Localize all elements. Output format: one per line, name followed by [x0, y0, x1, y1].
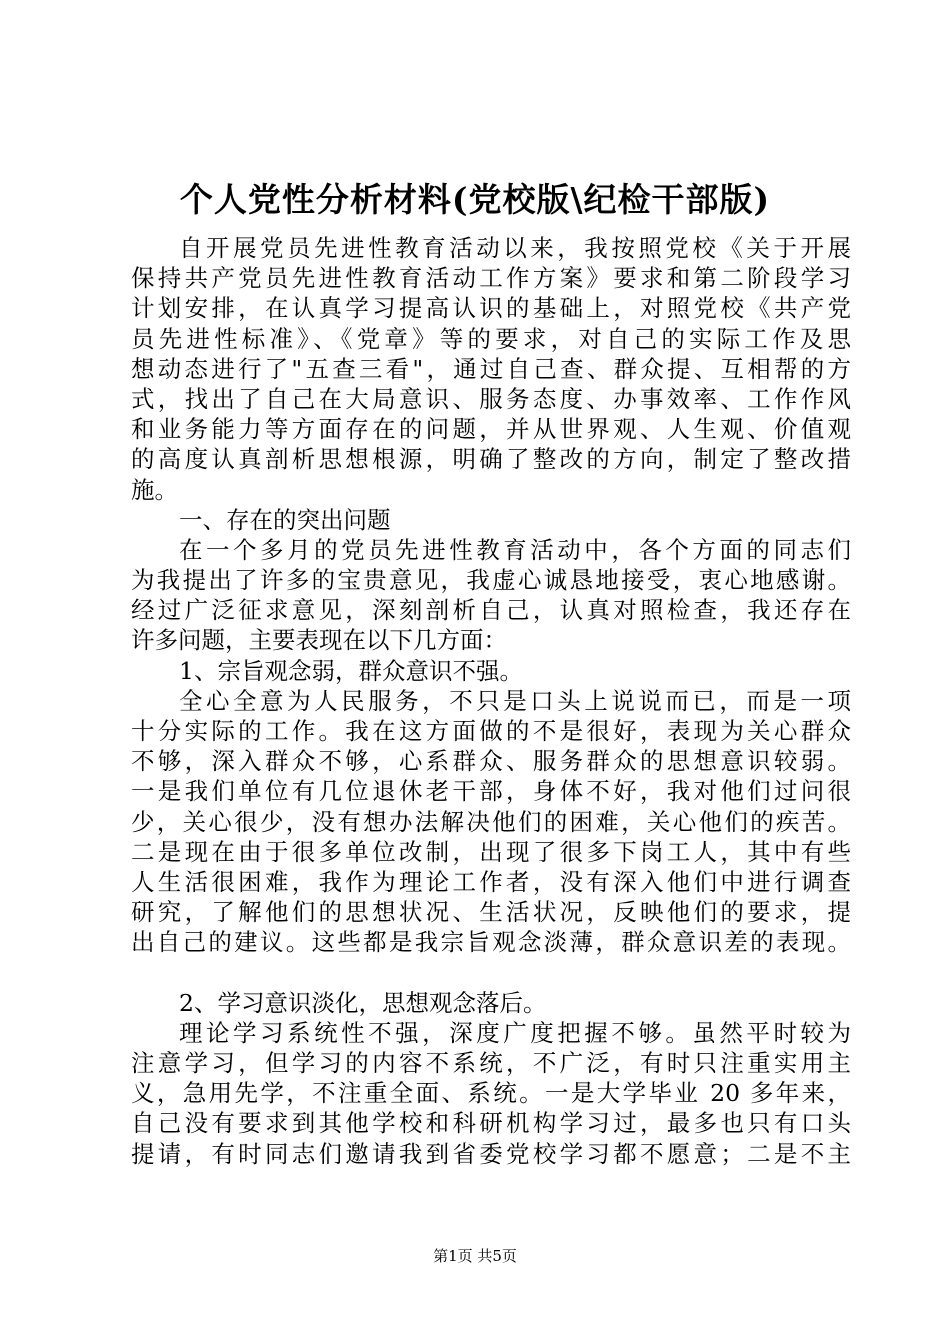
text-line: 许多问题，主要表现在以下几方面：: [131, 626, 507, 655]
text-line: 二是现在由于很多单位改制，出现了很多下岗工人，其中有些: [131, 837, 851, 866]
text-line: 在一个多月的党员先进性教育活动中，各个方面的同志们: [179, 535, 851, 564]
text-line: 提请，有时同志们邀请我到省委党校学习都不愿意；二是不主: [131, 1139, 851, 1168]
text-line: 全心全意为人民服务，不只是口头上说说而已，而是一项: [179, 686, 851, 715]
text-line: 少，关心很少，没有想办法解决他们的困难，关心他们的疾苦。: [131, 807, 851, 836]
text-line: 注意学习，但学习的内容不系统，不广泛，有时只注重实用主: [131, 1049, 851, 1078]
text-line: 十分实际的工作。我在这方面做的不是很好，表现为关心群众: [131, 717, 851, 745]
text-line: 为我提出了许多的宝贵意见，我虚心诚恳地接受，衷心地感谢。: [131, 566, 851, 595]
text-line: 和业务能力等方面存在的问题，并从世界观、人生观、价值观: [131, 415, 851, 444]
text-line: 义，急用先学，不注重全面、系统。一是大学毕业 20 多年来，: [131, 1079, 851, 1108]
text-line: 自开展党员先进性教育活动以来，我按照党校《关于开展: [179, 234, 851, 262]
document-body: [131, 233, 851, 1169]
text-line: 2、学习意识淡化，思想观念落后。: [179, 988, 547, 1017]
text-line: 研究，了解他们的思想状况、生活状况，反映他们的要求，提: [131, 898, 851, 927]
document-title: 个人党性分析材料(党校版\纪检干部版): [179, 180, 771, 219]
text-line: 施。: [131, 475, 178, 504]
text-line: 经过广泛征求意见，深刻剖析自己，认真对照检查，我还存在: [131, 596, 851, 625]
text-line: 想动态进行了"五查三看"，通过自己查、群众提、互相帮的方: [131, 354, 851, 383]
text-line: 式，找出了自己在大局意识、服务态度、办事效率、工作作风: [131, 384, 851, 413]
page-footer: 第1页 共5页: [433, 1247, 517, 1265]
text-line: 自己没有要求到其他学校和科研机构学习过，最多也只有口头: [131, 1109, 851, 1138]
text-line: 1、宗旨观念弱，群众意识不强。: [179, 656, 523, 685]
text-line: 计划安排，在认真学习提高认识的基础上，对照党校《共产党: [131, 294, 851, 323]
blank-line: [131, 958, 851, 988]
text-line: 人生活很困难，我作为理论工作者，没有深入他们中进行调查: [131, 867, 851, 896]
text-line: 保持共产党员先进性教育活动工作方案》要求和第二阶段学习: [131, 264, 851, 293]
text-line: 一、存在的突出问题: [179, 505, 391, 534]
text-line: 出自己的建议。这些都是我宗旨观念淡薄，群众意识差的表现。: [131, 928, 851, 957]
text-line: 的高度认真剖析思想根源，明确了整改的方向，制定了整改措: [131, 445, 851, 474]
text-line: 不够，深入群众不够，心系群众、服务群众的思想意识较弱。: [131, 747, 851, 776]
text-line: 理论学习系统性不强，深度广度把握不够。虽然平时较为: [179, 1018, 851, 1047]
text-line: 员先进性标准》、《党章》等的要求，对自己的实际工作及思: [131, 324, 851, 353]
text-line: 一是我们单位有几位退休老干部，身体不好，我对他们过问很: [131, 777, 851, 806]
